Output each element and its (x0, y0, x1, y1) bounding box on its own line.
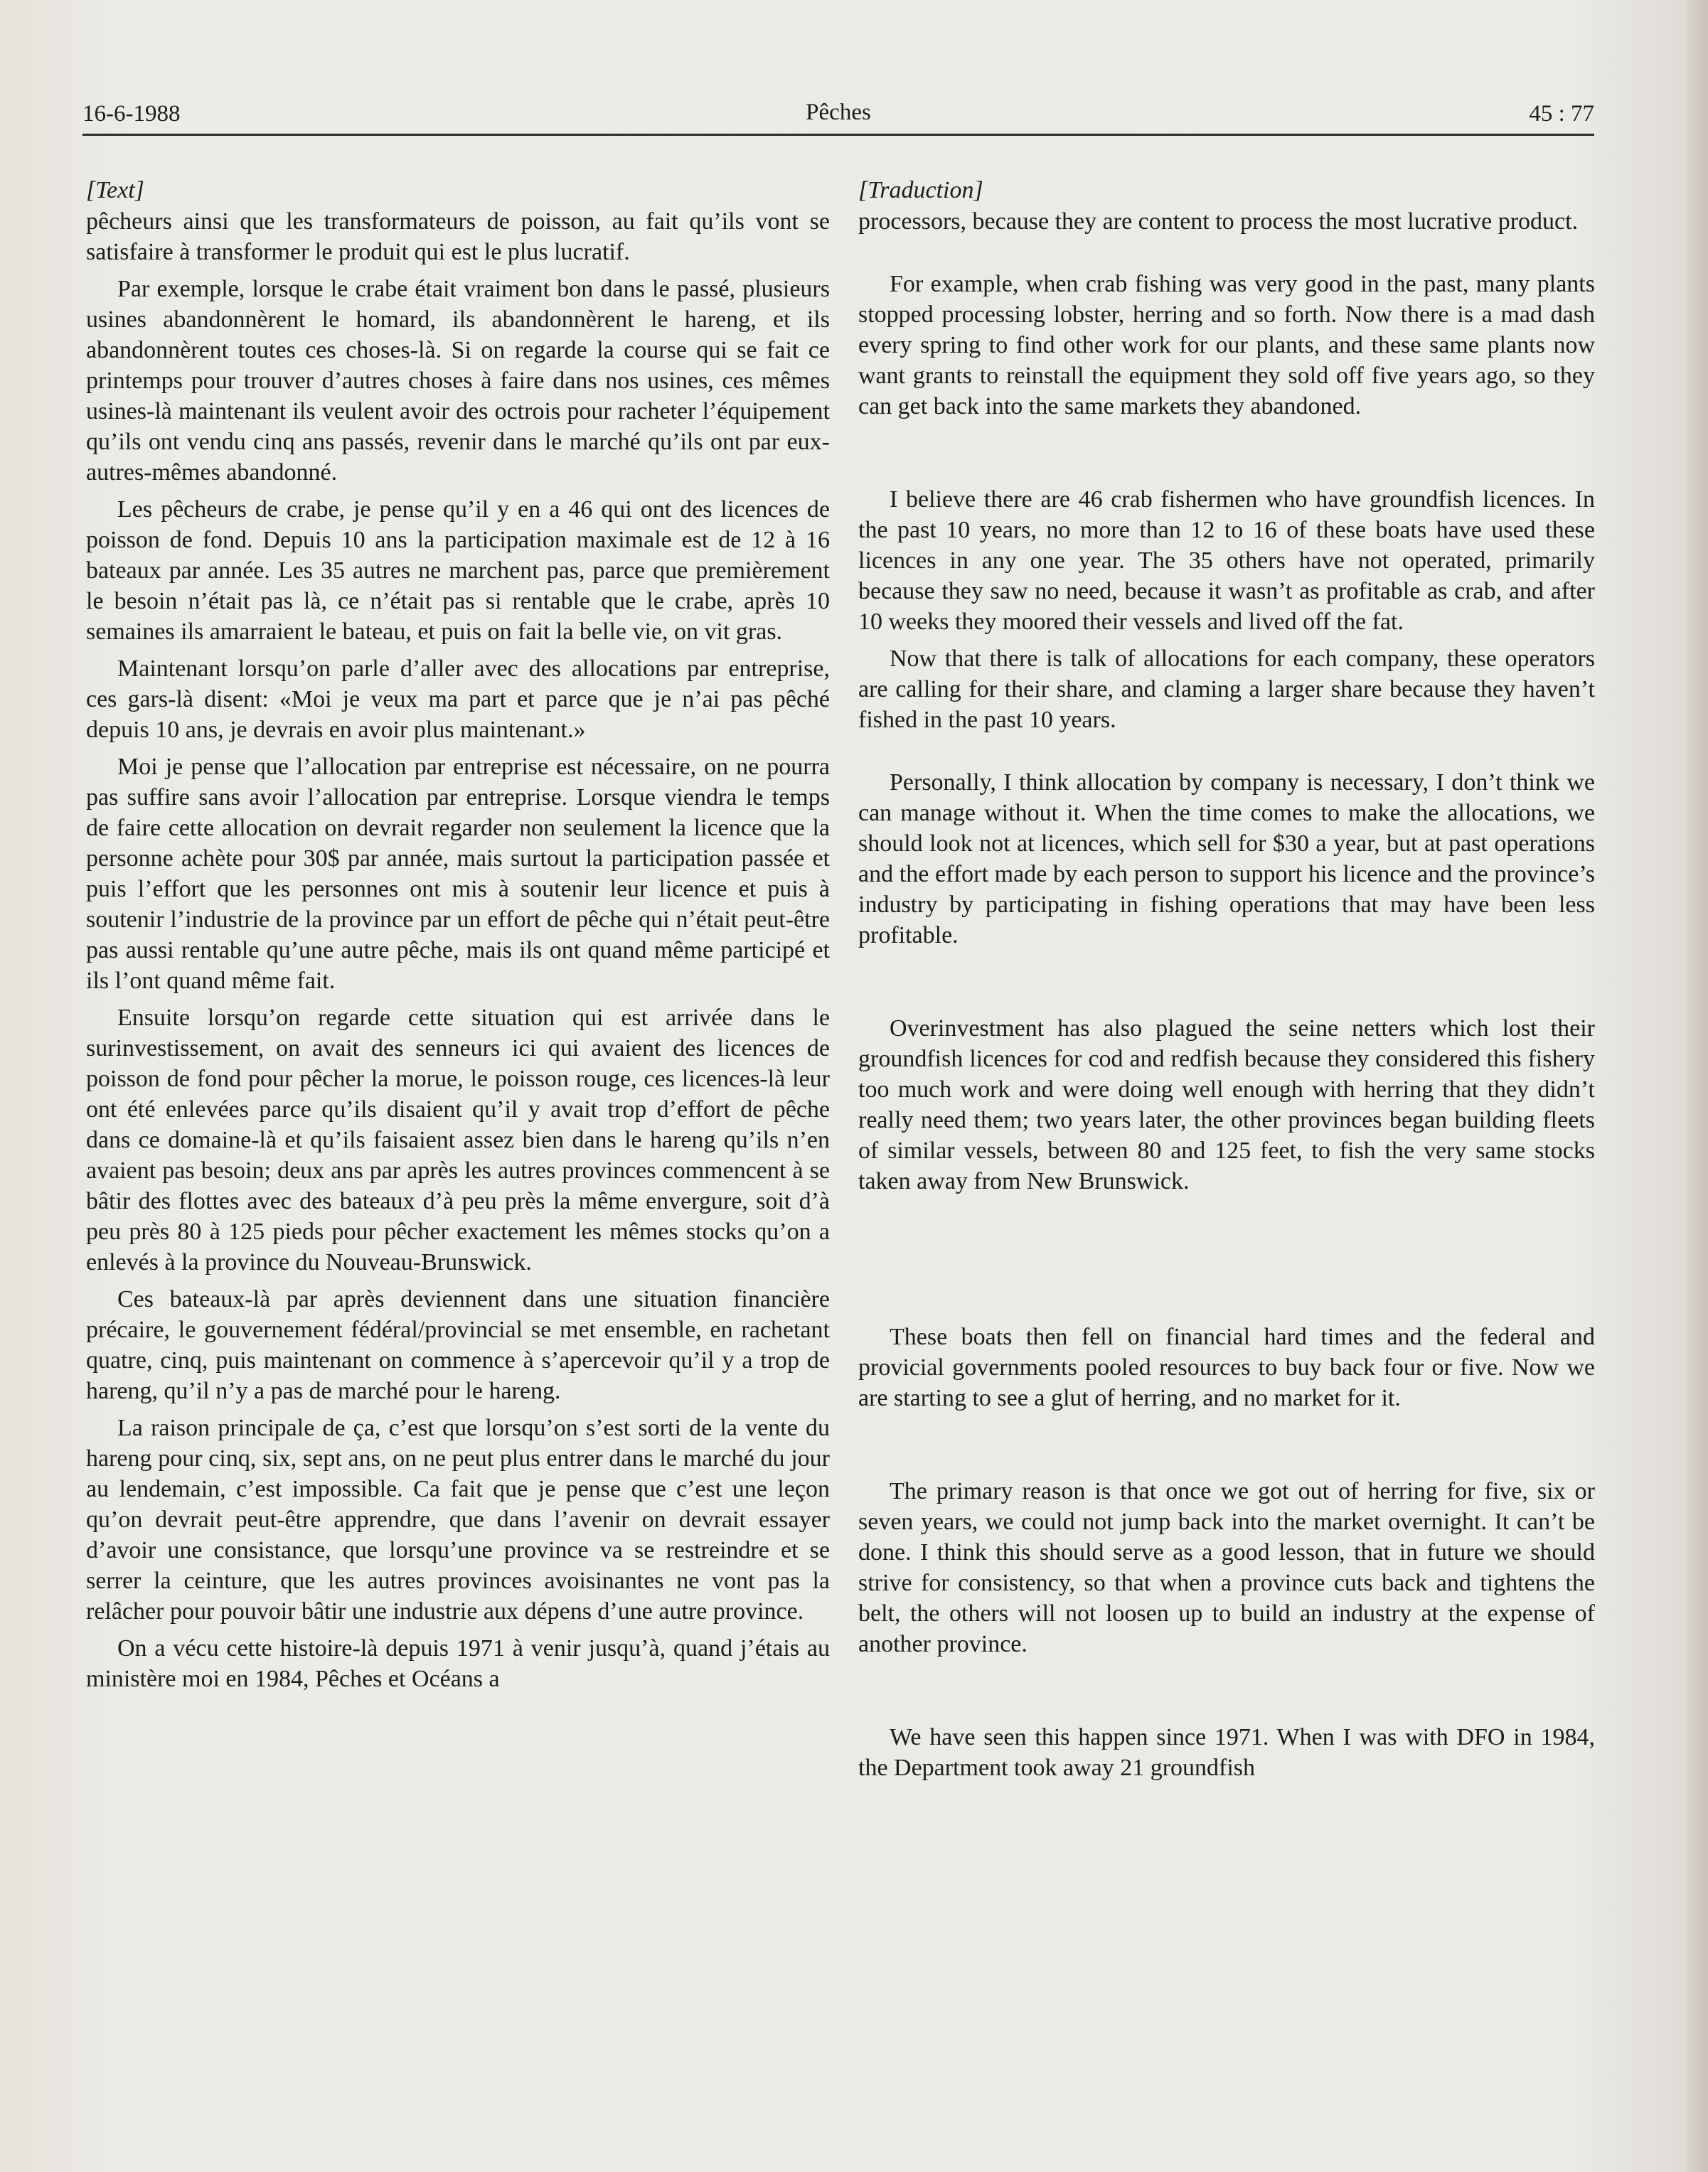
paragraph: The primary reason is that once we got out of herring for five, six or seven years, we could not jump back into the market overnight. It can’t be done. I think this should serve as a good lesson, that in future we should strive for consistency, so that when a province cuts back and tightens the belt, the others will not loosen up to build an industry at the expense of another province. (858, 1478, 1595, 1657)
paragraph: Personally, I think allocation by company is necessary, I don’t think we can manage without it. When the time comes to make the allocations, we should look not at licences, which sell for $30 a year, but at past operations and the effort made by each person to support his licence and the province’s industry by participating in fishing operations that may have been less profitable. (858, 769, 1595, 948)
french-text-column (86, 175, 830, 1701)
paragraph: Overinvestment has also plagued the seine netters which lost their groundfish licences for cod and redfish because they considered this fishery too much work and were doing well enough with herring that they didn’t really need them; two years later, the other provinces began building fleets of similar vessels, between 80 and 125 feet, to fish the very same stocks taken away from New Brunswick. (858, 1015, 1595, 1194)
paragraph: Ensuite lorsqu’on regarde cette situation qui est arrivée dans le surinvestissement, on avait des senneurs ici qui avaient des licences de poisson de fond pour pêcher la morue, le poisson rouge, ces licences-là leur ont été enlevées parce qu’ils disaient qu’il y avait trop d’effort de pêche dans ce domaine-là et qu’ils faisaient assez bien dans le hareng qu’ils n’en avaient pas besoin; deux ans par après les autres provinces commencent à se bâtir des flottes avec des bateaux d’à peu près la même envergure, soit d’à peu près 80 à 125 pieds pour pêcher exactement les mêmes stocks qu’on a enlevés à la province du Nouveau-Brunswick. (86, 1005, 830, 1275)
paragraph: Par exemple, lorsque le crabe était vraiment bon dans le passé, plusieurs usines abandonnèrent le homard, ils abandonnèrent le hareng, et ils abandonnèrent toutes ces choses-là. Si on regarde la course qui se fait ce printemps pour trouver d’autres choses à faire dans nos usines, ces mêmes usines-là maintenant ils veulent avoir des octrois pour racheter l’équipement qu’ils ont vendu cinq ans passés, revenir dans le marché qu’ils ont par eux-autres-mêmes abandonné. (86, 276, 830, 486)
header-title: Pêches (806, 100, 871, 125)
paragraph: Ces bateaux-là par après deviennent dans une situation financière précaire, le gouvernement fédéral/provincial se met ensemble, en rachetant quatre, cinq, puis maintenant on commence à s’apercevoir qu’il y a trop de hareng, qu’il n’y a pas de marché pour le hareng. (86, 1286, 830, 1404)
paragraph: Les pêcheurs de crabe, je pense qu’il y en a 46 qui ont des licences de poisson de fond. Depuis 10 ans la participation maximale est de 12 à 16 bateaux par année. Les 35 autres ne marchent pas, parce que premièrement le besoin n’était pas là, ce n’était pas si rentable que le crabe, après 10 semaines ils amarraient le bateau, et puis on fait la belle vie, on vit gras. (86, 496, 830, 645)
paragraph: La raison principale de ça, c’est que lorsqu’on s’est sorti de la vente du hareng pour cinq, six, sept ans, on ne peut plus entrer dans le marché du jour au lendemain, c’est impossible. Ca fait que je pense que c’est une leçon qu’on devrait peut-être apprendre, que dans l’avenir on devrait essayer d’avoir une consistance, que lorsqu’une province va se restreindre et se serrer la ceinture, que les autres provinces avoisinantes ne vont pas la relâcher pour pouvoir bâtir une industrie aux dépens d’une autre province. (86, 1415, 830, 1625)
paragraph: processors, because they are content to process the most lucrative product. (858, 208, 1579, 235)
running-header (82, 98, 1594, 136)
header-page-number: 45 : 77 (1529, 101, 1594, 127)
paragraph: These boats then fell on financial hard times and the federal and provicial governments pooled resources to buy back four or five. Now we are starting to see a glut of herring, and no market for it. (858, 1324, 1595, 1411)
paragraph: Maintenant lorsqu’on parle d’aller avec des allocations par entreprise, ces gars-là disent: «Moi je veux ma part et parce que je n’ai pas pêché depuis 10 ans, je devrais en avoir plus maintenant.» (86, 656, 830, 743)
english-translation-column (858, 175, 1595, 1783)
header-date: 16-6-1988 (82, 101, 181, 127)
paragraph: Now that there is talk of allocations for each company, these operators are calling for their share, and claming a larger share because they haven’t fished in the past 10 years. (858, 646, 1595, 733)
paragraph: pêcheurs ainsi que les transformateurs de poisson, au fait qu’ils vont se satisfaire à transformer le produit qui est le plus lucratif. (86, 208, 830, 265)
column-label-translation: [Traduction] (858, 177, 983, 203)
paragraph: For example, when crab fishing was very good in the past, many plants stopped processing lobster, herring and so forth. Now there is a mad dash every spring to find other work for our plants, and these same plants now want grants to reinstall the equipment they sold off five years ago, so they can get back into the same markets they abandoned. (858, 271, 1595, 419)
paragraph: I believe there are 46 crab fishermen who have groundfish licences. In the past 10 years, no more than 12 to 16 of these boats have used these licences in any one year. The 35 others have not operated, primarily because they saw no need, because it wasn’t as profitable as crab, and after 10 weeks they moored their vessels and lived off the fat. (858, 486, 1595, 635)
paragraph: We have seen this happen since 1971. When I was with DFO in 1984, the Department took away 21 groundfish (858, 1724, 1595, 1781)
page-edge-shadow (1687, 0, 1708, 2172)
column-label-text: [Text] (86, 177, 144, 203)
paragraph: On a vécu cette histoire-là depuis 1971 à venir jusqu’à, quand j’étais au ministère moi en 1984, Pêches et Océans a (86, 1635, 830, 1692)
paragraph: Moi je pense que l’allocation par entreprise est nécessaire, on ne pourra pas suffire sans avoir l’allocation par entreprise. Lorsque viendra le temps de faire cette allocation on devrait regarder non seulement la licence que la personne achète pour 30$ par année, mais surtout la participation passée et puis l’effort que les personnes ont mis à soutenir leur licence et puis à soutenir l’industrie de la province par un effort de pêche qui n’était peut-être pas aussi rentable qu’une autre pêche, mais ils ont quand même participé et ils l’ont quand même fait. (86, 754, 830, 994)
